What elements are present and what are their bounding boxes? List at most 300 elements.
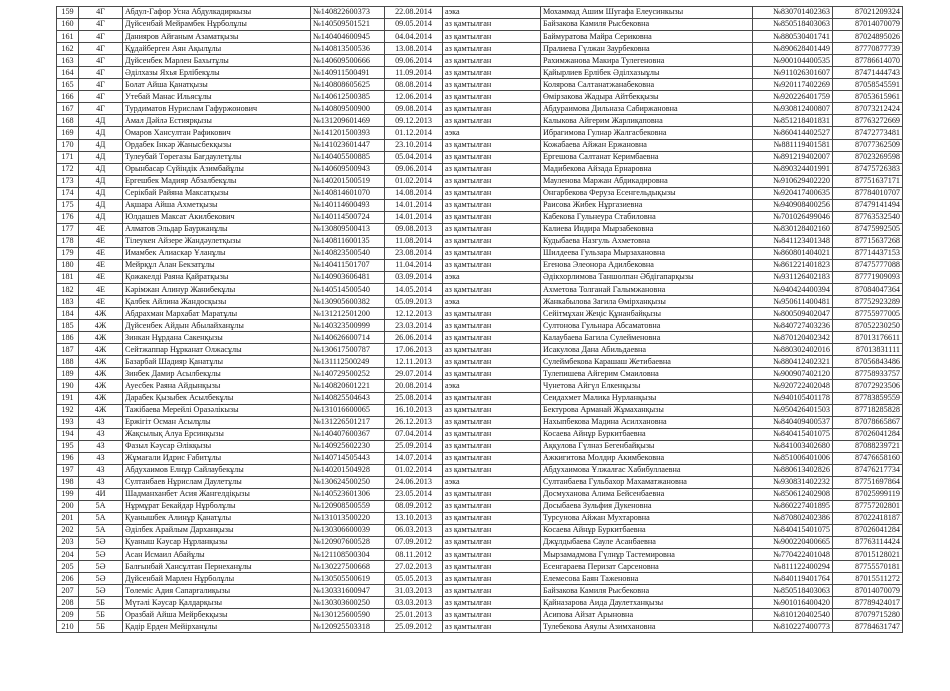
phone-cell: 87751697864 [833, 476, 903, 488]
student-name-cell: Қожакелді Раяна Қайратқызы [123, 272, 311, 284]
student-roster-table [56, 6, 903, 633]
status-cell: аз қамтылған [443, 79, 541, 91]
table-row [57, 573, 903, 585]
status-cell: аз қамтылған [443, 609, 541, 621]
parent-iin-cell: №930812400807 [753, 103, 833, 115]
phone-cell: 87714437153 [833, 247, 903, 259]
birth-certificate-cell: №140523601306 [311, 488, 385, 500]
birth-certificate-cell: №140323500999 [311, 320, 385, 332]
row-number: 177 [57, 223, 79, 235]
class-cell: 4Ж [79, 392, 123, 404]
parent-name-cell: Сулеймбекова Карашаш Жетибаевна [541, 356, 753, 368]
phone-cell: 87015511272 [833, 573, 903, 585]
status-cell: аз қамтылған [443, 573, 541, 585]
phone-cell: 87752923289 [833, 296, 903, 308]
table-row [57, 416, 903, 428]
student-name-cell: Әділхазы Яхья Ерлібекұлы [123, 67, 311, 79]
phone-cell: 87025999119 [833, 488, 903, 500]
student-name-cell: Зинкан Нұрдана Сакенқызы [123, 332, 311, 344]
birth-certificate-cell: №130125600590 [311, 609, 385, 621]
class-cell: 4Е [79, 296, 123, 308]
student-name-cell: Дүйсенбек Марлен Бахытұлы [123, 55, 311, 67]
birth-certificate-cell: №141201500393 [311, 127, 385, 139]
parent-iin-cell: №840119401764 [753, 573, 833, 585]
parent-iin-cell: №930831402232 [753, 476, 833, 488]
row-number: 159 [57, 7, 79, 19]
student-name-cell: Абдул-Гафор Усна Абдулкадиркызы [123, 7, 311, 19]
status-cell: аз қамтылған [443, 416, 541, 428]
class-cell: 5Ә [79, 537, 123, 549]
birth-certificate-cell: №140809500900 [311, 103, 385, 115]
parent-iin-cell: №920722402048 [753, 380, 833, 392]
birth-date-cell: 09.05.2014 [385, 19, 443, 31]
parent-name-cell: Сеидахмет Малика Нурланқызы [541, 392, 753, 404]
status-cell: аэка [443, 296, 541, 308]
parent-iin-cell: №880302402016 [753, 344, 833, 356]
table-row [57, 392, 903, 404]
class-cell: 5Ә [79, 561, 123, 573]
row-number: 193 [57, 416, 79, 428]
table-body [57, 7, 903, 633]
row-number: 201 [57, 512, 79, 524]
status-cell: аз қамтылған [443, 115, 541, 127]
table-row [57, 91, 903, 103]
birth-certificate-cell: №140114600493 [311, 199, 385, 211]
parent-iin-cell: №770422401048 [753, 549, 833, 561]
birth-certificate-cell: №131013500220 [311, 512, 385, 524]
parent-iin-cell: №940105401178 [753, 392, 833, 404]
parent-iin-cell: №900220400665 [753, 537, 833, 549]
parent-name-cell: Бектурова Арманай Жұмаханқызы [541, 404, 753, 416]
row-number: 169 [57, 127, 79, 139]
birth-certificate-cell: №140609500943 [311, 163, 385, 175]
parent-iin-cell: №870120402342 [753, 332, 833, 344]
table-row [57, 223, 903, 235]
phone-cell: 87472773481 [833, 127, 903, 139]
status-cell: аз қамтылған [443, 440, 541, 452]
birth-date-cell: 08.08.2014 [385, 79, 443, 91]
birth-certificate-cell: №140903606481 [311, 272, 385, 284]
table-row [57, 476, 903, 488]
row-number: 200 [57, 500, 79, 512]
parent-name-cell: Султонова Гульнара Абсаматовна [541, 320, 753, 332]
phone-cell: 87078665867 [833, 416, 903, 428]
parent-name-cell: Тулепишева Айгерим Смаиловна [541, 368, 753, 380]
table-row [57, 163, 903, 175]
table-row [57, 332, 903, 344]
status-cell: аз қамтылған [443, 585, 541, 597]
row-number: 197 [57, 464, 79, 476]
row-number: 165 [57, 79, 79, 91]
student-name-cell: Балғынбай Хансұлтан Пернеханұлы [123, 561, 311, 573]
student-name-cell: Қуаныш Кәусар Нұрланқызы [123, 537, 311, 549]
birth-certificate-cell: №140808605625 [311, 79, 385, 91]
student-name-cell: Серікбай Райяна Максатқызы [123, 187, 311, 199]
birth-certificate-cell: №141023601447 [311, 139, 385, 151]
table-row [57, 139, 903, 151]
phone-cell: 87479141494 [833, 199, 903, 211]
parent-iin-cell: №880530401741 [753, 31, 833, 43]
birth-date-cell: 12.12.2013 [385, 308, 443, 320]
birth-date-cell: 24.06.2013 [385, 476, 443, 488]
birth-date-cell: 06.03.2013 [385, 525, 443, 537]
table-row [57, 187, 903, 199]
row-number: 187 [57, 344, 79, 356]
phone-cell: 87013831111 [833, 344, 903, 356]
birth-date-cell: 25.09.2012 [385, 621, 443, 633]
row-number: 163 [57, 55, 79, 67]
status-cell: аз қамтылған [443, 488, 541, 500]
table-row [57, 284, 903, 296]
parent-iin-cell: №701026499046 [753, 211, 833, 223]
class-cell: 4Г [79, 55, 123, 67]
class-cell: 5Б [79, 609, 123, 621]
parent-iin-cell: №920417400635 [753, 187, 833, 199]
phone-cell: 87077362509 [833, 139, 903, 151]
parent-iin-cell: №880412402321 [753, 356, 833, 368]
class-cell: 5А [79, 525, 123, 537]
student-name-cell: Базарбай Шадияр Қанатұлы [123, 356, 311, 368]
birth-date-cell: 07.09.2012 [385, 537, 443, 549]
parent-iin-cell: №850518403063 [753, 19, 833, 31]
class-cell: 4Д [79, 175, 123, 187]
student-name-cell: Оразбай Айша Мейрбекқызы [123, 609, 311, 621]
phone-cell: 87771909093 [833, 272, 903, 284]
student-name-cell: Омаров Хансултан Рафикович [123, 127, 311, 139]
parent-iin-cell: №920226401759 [753, 91, 833, 103]
birth-date-cell: 12.06.2014 [385, 91, 443, 103]
row-number: 182 [57, 284, 79, 296]
birth-certificate-cell: №131209601469 [311, 115, 385, 127]
parent-name-cell: Ажкигитова Молдир Акимбековна [541, 452, 753, 464]
class-cell: 4Д [79, 115, 123, 127]
status-cell: аэка [443, 272, 541, 284]
student-name-cell: Ордабек Інкәр Жанысбекқызы [123, 139, 311, 151]
birth-certificate-cell: №140811600135 [311, 235, 385, 247]
class-cell: 4Г [79, 91, 123, 103]
phone-cell: 87088239721 [833, 440, 903, 452]
table-row [57, 211, 903, 223]
status-cell: аз қамтылған [443, 284, 541, 296]
parent-name-cell: Асипова Айзат Арыновна [541, 609, 753, 621]
birth-date-cell: 04.04.2014 [385, 31, 443, 43]
table-row [57, 512, 903, 524]
table-row [57, 597, 903, 609]
phone-cell: 87770877739 [833, 43, 903, 55]
class-cell: 4И [79, 488, 123, 500]
parent-iin-cell: №800509402047 [753, 308, 833, 320]
phone-cell: 87718285828 [833, 404, 903, 416]
birth-certificate-cell: №140825504643 [311, 392, 385, 404]
student-name-cell: Шадманханбет Асия Жангелдіқызы [123, 488, 311, 500]
table-row [57, 549, 903, 561]
class-cell: 4Д [79, 211, 123, 223]
student-name-cell: Құдайберген Аян Ақылұлы [123, 43, 311, 55]
table-row [57, 19, 903, 31]
parent-name-cell: Колярова Салтанатжанабековна [541, 79, 753, 91]
row-number: 188 [57, 356, 79, 368]
parent-iin-cell: №810227400773 [753, 621, 833, 633]
status-cell: аз қамтылған [443, 247, 541, 259]
phone-cell: 87475777088 [833, 259, 903, 271]
birth-date-cell: 22.08.2014 [385, 7, 443, 19]
row-number: 194 [57, 428, 79, 440]
birth-date-cell: 03.09.2014 [385, 272, 443, 284]
parent-name-cell: Мырзамадмова Гүлнұр Тастемировна [541, 549, 753, 561]
parent-iin-cell: №920117402269 [753, 79, 833, 91]
parent-iin-cell: №910629402220 [753, 175, 833, 187]
table-row [57, 609, 903, 621]
student-name-cell: Дарабек Қызыбек Асылбекұлы [123, 392, 311, 404]
parent-iin-cell: №911026301607 [753, 67, 833, 79]
table-row [57, 525, 903, 537]
birth-certificate-cell: №140114500724 [311, 211, 385, 223]
birth-date-cell: 14.01.2014 [385, 199, 443, 211]
student-name-cell: Фазыл Кәусар Әлікқызы [123, 440, 311, 452]
parent-name-cell: Досыбаева Зульфия Дукеновна [541, 500, 753, 512]
row-number: 192 [57, 404, 79, 416]
class-cell: 5А [79, 500, 123, 512]
class-cell: 4Е [79, 259, 123, 271]
class-cell: 4Ж [79, 332, 123, 344]
status-cell: аз қамтылған [443, 428, 541, 440]
birth-certificate-cell: №140729500252 [311, 368, 385, 380]
parent-name-cell: Косаева Айнұр Буркитбаевна [541, 525, 753, 537]
row-number: 209 [57, 609, 79, 621]
birth-certificate-cell: №130809500413 [311, 223, 385, 235]
status-cell: аэка [443, 127, 541, 139]
parent-iin-cell: №860414402527 [753, 127, 833, 139]
table-row [57, 199, 903, 211]
birth-certificate-cell: №140201504928 [311, 464, 385, 476]
phone-cell: 87476658160 [833, 452, 903, 464]
parent-name-cell: Пралиева Гүлжан Заурбековна [541, 43, 753, 55]
class-cell: 5Ә [79, 573, 123, 585]
birth-certificate-cell: №140714505443 [311, 452, 385, 464]
class-cell: 4Ж [79, 404, 123, 416]
row-number: 207 [57, 585, 79, 597]
parent-iin-cell: №830128402160 [753, 223, 833, 235]
parent-name-cell: Косаева Айнұр Буркитбаевна [541, 428, 753, 440]
parent-iin-cell: №841123401348 [753, 235, 833, 247]
class-cell: 4Ж [79, 356, 123, 368]
birth-certificate-cell: №140925602230 [311, 440, 385, 452]
birth-certificate-cell: №131226501217 [311, 416, 385, 428]
parent-iin-cell: №940908400256 [753, 199, 833, 211]
table-row [57, 428, 903, 440]
birth-date-cell: 14.08.2014 [385, 187, 443, 199]
row-number: 166 [57, 91, 79, 103]
row-number: 180 [57, 259, 79, 271]
parent-name-cell: Кабекова Гульнеура Стабиловна [541, 211, 753, 223]
student-name-cell: Жақсылық Алуа Ерсинқызы [123, 428, 311, 440]
phone-cell: 87475726383 [833, 163, 903, 175]
parent-name-cell: Баймуратова Майра Сериковна [541, 31, 753, 43]
class-cell: 5Ә [79, 549, 123, 561]
birth-date-cell: 09.06.2014 [385, 163, 443, 175]
class-cell: 4З [79, 476, 123, 488]
status-cell: аз қамтылған [443, 187, 541, 199]
student-name-cell: Әділбек Арайлым Дарханқызы [123, 525, 311, 537]
status-cell: аз қамтылған [443, 464, 541, 476]
parent-iin-cell: №860227401895 [753, 500, 833, 512]
class-cell: 4Е [79, 272, 123, 284]
birth-date-cell: 23.08.2014 [385, 247, 443, 259]
status-cell: аз қамтылған [443, 452, 541, 464]
class-cell: 4З [79, 464, 123, 476]
birth-date-cell: 05.04.2014 [385, 151, 443, 163]
parent-name-cell: Қайназарова Аида Даулетханқызы [541, 597, 753, 609]
row-number: 195 [57, 440, 79, 452]
birth-certificate-cell: №130905600382 [311, 296, 385, 308]
status-cell: аз қамтылған [443, 332, 541, 344]
parent-iin-cell: №840415401075 [753, 525, 833, 537]
table-row [57, 175, 903, 187]
parent-name-cell: Ахметова Толганай Галымжановна [541, 284, 753, 296]
phone-cell: 87056843486 [833, 356, 903, 368]
student-name-cell: Абдрахман Мархабат Маратұлы [123, 308, 311, 320]
birth-date-cell: 31.03.2013 [385, 585, 443, 597]
student-name-cell: Алматов Эльдар Бауржанұлы [123, 223, 311, 235]
row-number: 179 [57, 247, 79, 259]
parent-iin-cell: №931126402183 [753, 272, 833, 284]
birth-certificate-cell: №140509501521 [311, 19, 385, 31]
student-name-cell: Мүтәлі Кәусар Қалдарқызы [123, 597, 311, 609]
phone-cell: 87763532540 [833, 211, 903, 223]
birth-certificate-cell: №140612500385 [311, 91, 385, 103]
birth-certificate-cell: №120908500559 [311, 500, 385, 512]
birth-certificate-cell: №130617500787 [311, 344, 385, 356]
birth-certificate-cell: №130331600947 [311, 585, 385, 597]
row-number: 160 [57, 19, 79, 31]
birth-date-cell: 26.06.2014 [385, 332, 443, 344]
row-number: 190 [57, 380, 79, 392]
status-cell: аз қамтылған [443, 597, 541, 609]
status-cell: аз қамтылған [443, 392, 541, 404]
parent-name-cell: Тулебекова Аяулы Азимхановна [541, 621, 753, 633]
phone-cell: 87789424017 [833, 597, 903, 609]
birth-date-cell: 05.09.2013 [385, 296, 443, 308]
status-cell: аз қамтылған [443, 31, 541, 43]
phone-cell: 87763272669 [833, 115, 903, 127]
table-row [57, 621, 903, 633]
birth-certificate-cell: №140813500536 [311, 43, 385, 55]
table-row [57, 368, 903, 380]
class-cell: 4Д [79, 163, 123, 175]
row-number: 168 [57, 115, 79, 127]
phone-cell: 87052230250 [833, 320, 903, 332]
parent-name-cell: Мохаммад Ашим Шугафа Елеусинкызы [541, 7, 753, 19]
birth-date-cell: 03.03.2013 [385, 597, 443, 609]
table-row [57, 55, 903, 67]
student-name-cell: Дүйсенбек Айдын Абылайханұлы [123, 320, 311, 332]
row-number: 206 [57, 573, 79, 585]
phone-cell: 87755570181 [833, 561, 903, 573]
birth-date-cell: 16.10.2013 [385, 404, 443, 416]
row-number: 203 [57, 537, 79, 549]
parent-iin-cell: №830701402363 [753, 7, 833, 19]
table-row [57, 452, 903, 464]
class-cell: 5Б [79, 621, 123, 633]
status-cell: аз қамтылған [443, 259, 541, 271]
parent-name-cell: Калаубаева Багила Сулейменовна [541, 332, 753, 344]
class-cell: 4Д [79, 127, 123, 139]
parent-iin-cell: №950426401503 [753, 404, 833, 416]
phone-cell: 87758933757 [833, 368, 903, 380]
status-cell: аз қамтылған [443, 368, 541, 380]
student-name-cell: Орынбасар Сүйіндік Азимбайұлы [123, 163, 311, 175]
table-row [57, 235, 903, 247]
birth-date-cell: 25.08.2014 [385, 392, 443, 404]
parent-name-cell: Исакулова Дана Абильдаевна [541, 344, 753, 356]
class-cell: 5А [79, 512, 123, 524]
table-row [57, 151, 903, 163]
class-cell: 5Ә [79, 585, 123, 597]
parent-iin-cell: №851006401006 [753, 452, 833, 464]
parent-iin-cell: №900907402120 [753, 368, 833, 380]
class-cell: 4З [79, 428, 123, 440]
student-name-cell: Асан Исмаил Абайұлы [123, 549, 311, 561]
birth-date-cell: 14.01.2014 [385, 211, 443, 223]
student-name-cell: Юлдашев Максат Акилбекович [123, 211, 311, 223]
row-number: 210 [57, 621, 79, 633]
status-cell: аз қамтылған [443, 549, 541, 561]
birth-date-cell: 09.06.2014 [385, 55, 443, 67]
parent-name-cell: Кудыбаева Назгуль Ахметовна [541, 235, 753, 247]
row-number: 204 [57, 549, 79, 561]
parent-iin-cell: №840409400537 [753, 416, 833, 428]
parent-iin-cell: №851218401831 [753, 115, 833, 127]
status-cell: аз қамтылған [443, 139, 541, 151]
class-cell: 4З [79, 416, 123, 428]
student-name-cell: Сейтжаппар Нұрканат Олжасұлы [123, 344, 311, 356]
parent-iin-cell: №850612402908 [753, 488, 833, 500]
status-cell: аз қамтылған [443, 537, 541, 549]
birth-certificate-cell: №131212501200 [311, 308, 385, 320]
row-number: 176 [57, 211, 79, 223]
birth-certificate-cell: №140405500885 [311, 151, 385, 163]
phone-cell: 87757202801 [833, 500, 903, 512]
birth-date-cell: 12.11.2013 [385, 356, 443, 368]
birth-certificate-cell: №130303600250 [311, 597, 385, 609]
status-cell: аз қамтылған [443, 67, 541, 79]
status-cell: аз қамтылған [443, 55, 541, 67]
birth-date-cell: 05.05.2013 [385, 573, 443, 585]
student-name-cell: Имамбек Алиаскар Ұланұлы [123, 247, 311, 259]
phone-cell: 87784010707 [833, 187, 903, 199]
parent-name-cell: Раисова Жибек Нұргазиевна [541, 199, 753, 211]
birth-date-cell: 08.09.2012 [385, 500, 443, 512]
parent-name-cell: Байзакова Камиля Рысбековна [541, 19, 753, 31]
table-row [57, 67, 903, 79]
student-name-cell: Тілеукен Айзере Жандәулетқызы [123, 235, 311, 247]
row-number: 173 [57, 175, 79, 187]
parent-name-cell: Байзакова Камиля Рысбековна [541, 585, 753, 597]
phone-cell: 87022418187 [833, 512, 903, 524]
birth-date-cell: 09.08.2013 [385, 223, 443, 235]
birth-certificate-cell: №120925503318 [311, 621, 385, 633]
row-number: 167 [57, 103, 79, 115]
birth-certificate-cell: №131016600065 [311, 404, 385, 416]
phone-cell: 87072923506 [833, 380, 903, 392]
row-number: 189 [57, 368, 79, 380]
birth-date-cell: 23.03.2014 [385, 320, 443, 332]
student-name-cell: Утебай Манас Ильясұлы [123, 91, 311, 103]
table-row [57, 103, 903, 115]
birth-certificate-cell: №130624500250 [311, 476, 385, 488]
status-cell: аз қамтылған [443, 199, 541, 211]
parent-iin-cell: №840727403236 [753, 320, 833, 332]
